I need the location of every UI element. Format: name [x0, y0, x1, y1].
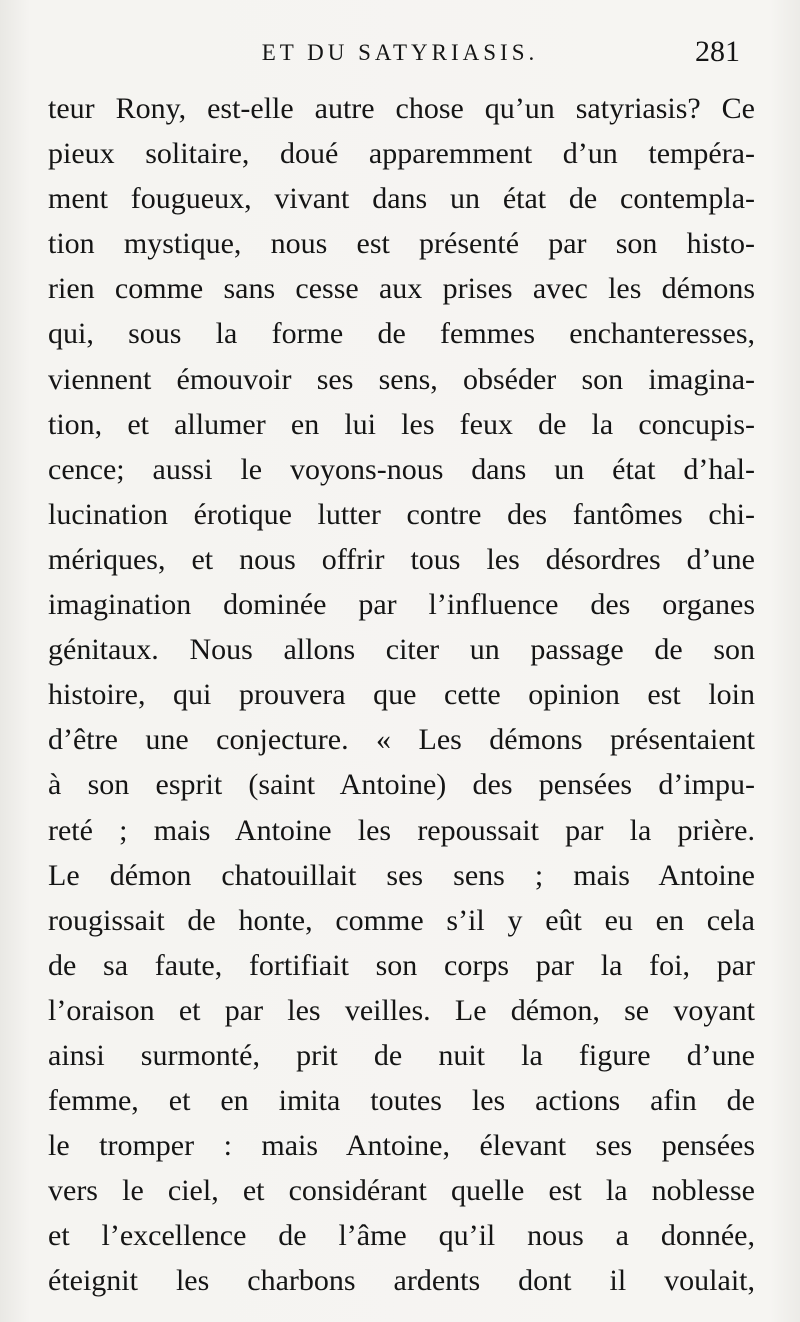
text-line: tion, et allumer en lui les feux de la concupis- [48, 407, 755, 441]
text-line: reté ; mais Antoine les repoussait par la prière. [48, 813, 755, 847]
text-line: éteignit les charbons ardents dont il voulait, [48, 1264, 755, 1298]
text-line: vers le ciel, et considérant quelle est la noblesse [48, 1174, 755, 1208]
text-line: l’oraison et par les veilles. Le démon, se voyant [48, 993, 755, 1027]
text-line: rien comme sans cesse aux prises avec les démons [48, 272, 755, 306]
text-line: pieux solitaire, doué apparemment d’un tempéra- [48, 137, 755, 171]
body-text [48, 86, 755, 1304]
text-line: cence; aussi le voyons-nous dans un état d’hal- [48, 452, 755, 486]
text-line: imagination dominée par l’influence des organes [48, 588, 755, 622]
text-line: qui, sous la forme de femmes enchanteresses, [48, 317, 755, 351]
text-line: de sa faute, fortifiait son corps par la foi, par [48, 948, 755, 982]
running-title: ET DU SATYRIASIS. [261, 40, 539, 65]
text-line: Le démon chatouillait ses sens ; mais Antoine [48, 858, 755, 892]
page-number: 281 [695, 35, 740, 68]
text-line: viennent émouvoir ses sens, obséder son imagina- [48, 362, 755, 396]
text-line: teur Rony, est-elle autre chose qu’un satyriasis? Ce [48, 92, 755, 125]
text-line: lucination érotique lutter contre des fantômes chi- [48, 497, 755, 531]
text-line: à son esprit (saint Antoine) des pensées d’impu- [48, 768, 755, 802]
text-line: d’être une conjecture. « Les démons présentaient [48, 723, 755, 757]
text-line: ainsi surmonté, prit de nuit la figure d’une [48, 1038, 755, 1072]
text-line: histoire, qui prouvera que cette opinion est loin [48, 678, 755, 712]
running-head [50, 30, 750, 74]
text-line: tion mystique, nous est présenté par son histo- [48, 227, 755, 261]
text-line: rougissait de honte, comme s’il y eût eu en cela [48, 903, 755, 937]
text-line: mériques, et nous offrir tous les désordres d’une [48, 542, 755, 576]
text-line: génitaux. Nous allons citer un passage de son [48, 633, 755, 667]
text-line: femme, et en imita toutes les actions afin de [48, 1084, 755, 1118]
text-line: ment fougueux, vivant dans un état de contempla- [48, 182, 755, 216]
text-line: et l’excellence de l’âme qu’il nous a donnée, [48, 1219, 755, 1253]
text-line: le tromper : mais Antoine, élevant ses pensées [48, 1129, 755, 1163]
